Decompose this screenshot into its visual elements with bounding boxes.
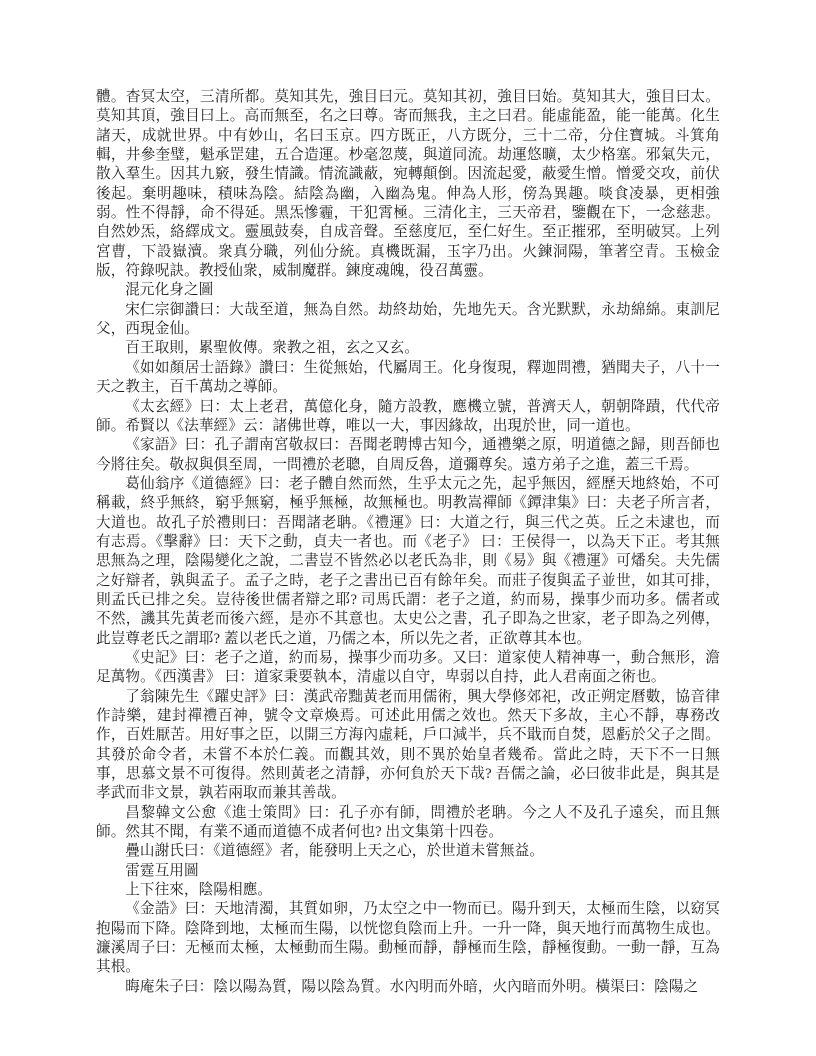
paragraph: 《如如顏居士語錄》讚曰：生從無始，代屬周王。化身復現，釋迦問禮，猶聞夫子，八十一天之教主，百千萬劫之導師。 [96,359,720,396]
paragraph: 宋仁宗御讚曰：大哉至道，無為自然。劫終劫始，先地先天。含光默默，永劫綿綿。東訓尼父，西現金仙。 [96,301,720,338]
paragraph: 《金誥》曰：天地清濁，其質如卵，乃太空之中一物而已。陽升到天，太極而生陰，以窈冥抱陽而下降。陰降到地，太極而生陽，以恍惚負陰而上升。一升一降，與天地行而萬物生成也。濂溪周子曰：无極而太極，太極動而生陽。動極而靜，靜極而生陰，靜極復動。一動一靜，互為其根。 [96,901,720,976]
paragraph: 《太玄經》曰：太上老君，萬億化身，隨方設教，應機立號，普濟天人，朝朝降蹟，代代帝師。希賢以《法華經》云：諸佛世尊，唯以一大，事因緣故，出現於世，同一道也。 [96,398,720,434]
paragraph: 上下往來，陰陽相應。 [125,882,273,899]
paragraph: 《史記》曰：老子之道，約而易，操事少而功多。又曰：道家使人精神專一，動合無形，澹足萬物。《西漢書》 曰：道家秉要執本，清虛以自守，卑弱以自持，此人君南面之術也。 [96,649,720,686]
paragraph: 《家語》曰：孔子謂南宮敬叔曰：吾聞老聘博古知今，通禮樂之原，明道德之歸，則吾師也今將往矣。敬叔與俱至周，一問禮於老聰，自周反魯，道彌尊矣。遠方弟子之進，蓋三千焉。 [96,437,720,473]
paragraph: 百王取則，累聖攸傳。衆教之祖，玄之又玄。 [125,340,420,357]
paragraph: 昌黎韓文公愈《進士策問》曰：孔子亦有師，問禮於老聃。今之人不及孔子遠矣，而且無師。然其不聞，有業不通而道德不成者何也? 出文集第十四卷。 [96,804,720,841]
section-title: 雷霆互用圖 [125,862,199,879]
paragraph: 晦庵朱子曰：陰以陽為質，陽以陰為質。水內明而外暗，火內暗而外明。橫渠曰：陰陽之 [125,978,699,995]
document-text-block [96,88,720,997]
section-title: 混元化身之圖 [125,282,214,299]
paragraph: 了翁陳先生《躍史評》曰：漢武帝黜黃老而用儒術，興大學修郊祀，改正朔定曆數，協音律作詩樂，建封禪禮百神，號令文章煥焉。可述此用儒之效也。然天下多故，主心不靜，專務改作，百姓厭苦。用好事之臣，以開三方海內虛耗，戶口減半，兵不戢而自焚，恩虧於父子之間。其發於命令者，未嘗不本於仁義。而觀其效，則不異於始皇者幾希。當此之時，天下不一日無事，思慕文景不可復得。然則黃老之清靜，亦何負於天下哉? 吾儒之論，必曰彼非此是，與其是孝武而非文景，孰若兩取而兼其善哉。 [96,688,720,802]
paragraph: 葛仙翁序《道德經》曰：老子體自然而然，生乎太元之先，起乎無因，經歷天地終始，不可稱載，終乎無終，窮乎無窮，極乎無極，故無極也。明教嵩禪師《鐔津集》曰：夫老子所言者，大道也。故孔子於禮則曰：吾聞諸老聃。《禮運》曰：大道之行，與三代之英。丘之未逮也，而有志焉。《擊辭》曰：天下之動，貞夫一者也。而《老子》 曰：王侯得一，以為天下正。考其無思無為之理，陰陽變化之說，二書豈不皆然必以老氏為非，則《易》與《禮運》可燔矣。夫先儒之好辯者，孰與孟子。孟子之時，老子之書出已百有餘年矣。而莊子復與孟子並世，如其可排，則孟氏已排之矣。豈待後世儒者辯之耶? 司馬氏謂：老子之道，約而易，操事少而功多。儒者或不然，譏其先黃老而後六經，是亦不其意也。太史公之書，孔子即為之世家，老子即為之列傳，此豈尊老氏之謂耶? 蓋以老氏之道，乃儒之本，所以先之者，正欲尊其本也。 [96,475,720,647]
paragraph: 疊山謝氏曰：《道德經》者，能發明上天之心，於世道未嘗無益。 [125,843,545,860]
paragraph: 體。杳冥太空，三清所都。莫知其先，強目曰元。莫知其初，強目曰始。莫知其大，強目曰太。莫知其頂，強目曰上。高而無至，名之曰尊。寄而無我，主之曰君。能虛能盈，能一能萬。化生諸天，成就世界。中有妙山，名曰玉京。四方既正，八方既分，三十二帝，分住寶城。斗箕角輯，井參奎璧，魁承罡建，五合造運。杪毫忽蔑，與道同流。劫運悠曠，太少格塞。邪氣失元，散入羣生。因其九竅，發生情識。情流識蔽，宛轉顛倒。因流起愛，蔽愛生憎。憎愛交攻，前伏後起。棄明趣味，積味為陰。結陰為幽，入幽為鬼。伸為人形，傍為異趣。啖食凌暴，更相強弱。性不得靜，命不得延。黑炁慘霾，干犯霄極。三清化主，三天帝君，鑒觀在下，一念慈悲。自然妙炁，絡繹成文。靈風鼓奏，自成音聲。至慈度厄，至仁好生。至正摧邪，至明破冥。上列宮曹，下設嶽瀆。衆真分職，列仙分統。真機既漏，玉字乃出。火鍊洞陽，筆著空青。玉檢金版，符錄呪訣。教授仙衆，威制魔群。鍊度魂魄，役召萬靈。 [96,89,720,280]
